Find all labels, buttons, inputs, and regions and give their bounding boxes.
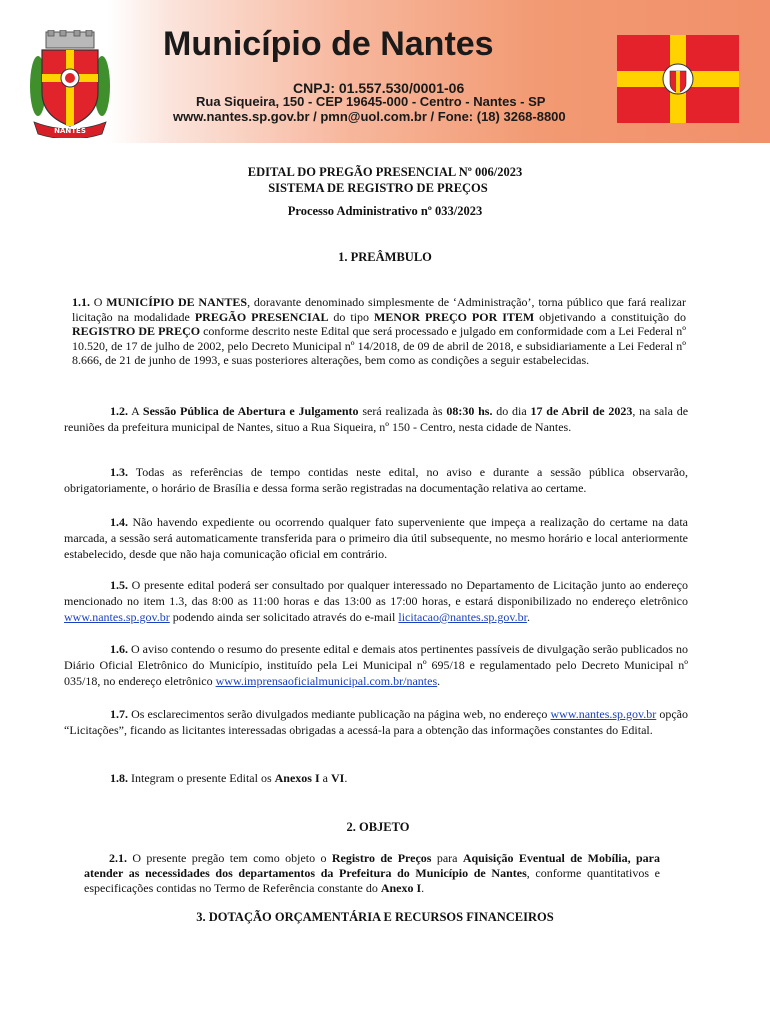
paragraph-1-5: 1.5. O presente edital poderá ser consultado por qualquer interessado no Departamento de Licitação junto ao endereço mencionado no item 1.3, das 8:00 as 11:00 horas e das 13:00 as 17:00 horas, e estará disponibilizado no endereço eletrônico www.nantes.sp.gov.br podendo ainda ser solicitado através do e-mail licitacao@nantes.sp.gov.br. — [64, 578, 688, 624]
paragraph-1-4: 1.4. Não havendo expediente ou ocorrendo qualquer fato superveniente que impeça a realização do certame na data marcada, a sessão será automaticamente transferida para o primeiro dia útil subsequente, no mesmo horário e local anteriormente estabelecido, desde que não haja comunicação oficial em contrário. — [64, 515, 688, 561]
section-preambulo-heading: 1. PREÂMBULO — [338, 250, 432, 264]
website-link[interactable]: www.nantes.sp.gov.br — [64, 610, 170, 624]
website-link-2[interactable]: www.nantes.sp.gov.br — [550, 707, 657, 721]
paragraph-1-7: 1.7. Os esclarecimentos serão divulgados mediante publicação na página web, no endereço www.nantes.sp.gov.br opção “Licitações”, ficando as licitantes interessadas obrigadas a acessá-la para a obtenção das informações constantes do Edital. — [64, 707, 688, 737]
edital-title: EDITAL DO PREGÃO PRESENCIAL Nº 006/2023 — [247, 165, 523, 179]
municipal-flag-icon — [617, 35, 739, 123]
municipal-crest-icon — [30, 30, 110, 138]
paragraph-1-8: 1.8. Integram o presente Edital os Anexos I a VI. — [110, 771, 348, 785]
paragraph-1-1: 1.1. O MUNICÍPIO DE NANTES, doravante denominado simplesmente de ‘Administração’, torna público que fará realizar licitação na modalidade PREGÃO PRESENCIAL do tipo MENOR PREÇO POR ITEM objetivando a constituição do REGISTRO DE PREÇO conforme descrito neste Edital que será processado e julgado em conformidade com a Lei Federal nº 10.520, de 17 de julho de 2002, pelo Decreto Municipal nº 14/2018, de 09 de abril de 2018, e subsidiariamente a Lei Federal nº 8.666, de 21 de junho de 1993, e suas posteriores alterações, bem como as condições a seguir estabelecidas. — [72, 295, 687, 367]
section-objeto-heading: 2. OBJETO — [346, 820, 410, 834]
crest-label: NANTES — [54, 127, 86, 135]
contact-line: www.nantes.sp.gov.br / pmn@uol.com.br / Fone: (18) 3268-8800 — [173, 109, 566, 124]
cnpj-line: CNPJ: 01.557.530/0001-06 — [293, 80, 465, 96]
paragraph-1-2: 1.2. A Sessão Pública de Abertura e Julgamento será realizada às 08:30 hs. do dia 17 de Abril de 2023, na sala de reuniões da prefeitura municipal de Nantes, situo a Rua Siqueira, nº 150 - Centro, nesta cidade de Nantes. — [64, 404, 689, 434]
registry-system-title: SISTEMA DE REGISTRO DE PREÇOS — [268, 181, 488, 195]
paragraph-1-6: 1.6. O aviso contendo o resumo do presente edital e demais atos pertinentes passíveis de divulgação serão publicados no Diário Oficial Eletrônico do Município, instituído pela Lei Municipal nº 695/18 e regulamentado pelo Decreto Municipal nº 035/18, no endereço eletrônico www.imprensaoficialmunicipal.com.br/nantes. — [64, 642, 688, 688]
address-line: Rua Siqueira, 150 - CEP 19645-000 - Centro - Nantes - SP — [196, 94, 546, 109]
process-number: Processo Administrativo nº 033/2023 — [287, 204, 483, 218]
email-link[interactable]: licitacao@nantes.sp.gov.br — [398, 610, 527, 624]
municipality-title: Município de Nantes — [163, 25, 494, 63]
paragraph-1-3: 1.3. Todas as referências de tempo contidas neste edital, no aviso e durante a sessão pública observarão, obrigatoriamente, o horário de Brasília e dessa forma serão registradas na documentação relativa ao certame. — [64, 465, 688, 495]
paragraph-2-1: 2.1. O presente pregão tem como objeto o Registro de Preços para Aquisição Eventual de Mobília, para atender as necessidades dos departamentos da Prefeitura do Município de Nantes, conforme quantitativos e especificações contidas no Termo de Referência constante do Anexo I. — [84, 851, 661, 895]
section-dotacao-heading: 3. DOTAÇÃO ORÇAMENTÁRIA E RECURSOS FINANCEIROS — [196, 910, 554, 924]
official-gazette-link[interactable]: www.imprensaoficialmunicipal.com.br/nantes — [215, 674, 438, 688]
letterhead-banner — [0, 0, 770, 143]
